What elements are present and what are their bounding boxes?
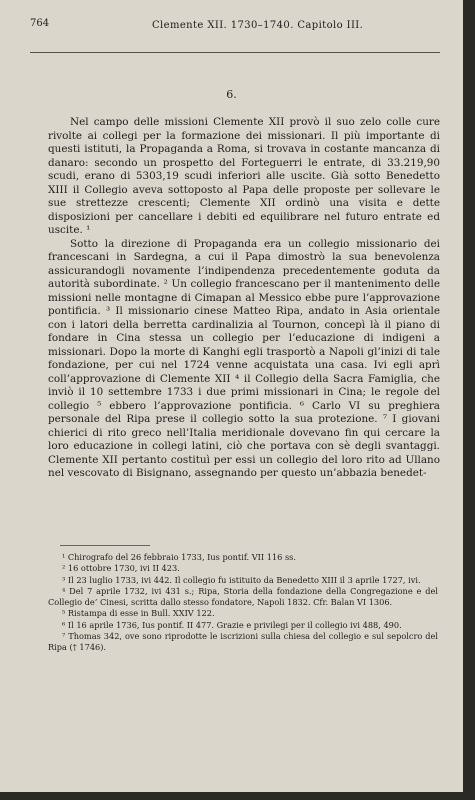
section-number: 6.: [226, 88, 237, 101]
footnote-divider: [60, 545, 150, 546]
footnote: ¹ Chirografo del 26 febbraio 1733, Ius pontif. VII 116 ss.: [62, 552, 296, 562]
page-header: [30, 16, 442, 34]
header-rule: [30, 52, 440, 53]
paragraph: Nel campo delle missioni Clemente XII provò il suo zelo colle cure rivolte ai collegi per la formazione dei missionari. Il più importante di questi istituti, la Propaganda a Roma, si trovava in costante mancanza di danaro: secondo un prospetto del Forteguerri le entrate, di 33.219,90 scudi, erano di 5303,19 scudi inferiori alle uscite. Già sotto Benedetto XIII il Collegio aveva sottoposto al Papa delle proposte per sollevare le sue strettezze crescenti; Clemente XII ordinò una visita e dette disposizioni per cancellare i debiti ed equilibrare nel futuro entrate ed uscite. ¹: [48, 116, 440, 236]
page-number: 764: [30, 18, 50, 29]
footnote: ³ Il 23 luglio 1733, ivi 442. Il collegio fu istituito da Benedetto XIII il 3 aprile 1727, ivi.: [62, 574, 421, 585]
paragraph: Sotto la direzione di Propaganda era un collegio missionario dei francescani in Sardegna, a cui il Papa dimostrò la sua benevolenza assicurandogli novamente l’indipendenza precedentemente goduta da autorità subordinate. ² Un collegio francescano per il mantenimento delle missioni nelle montagne di Cimapan al Messico ebbe pure l’approvazione pontificia. ³ Il missionario cinese Matteo Ripa, andato in Asia orientale con i latori della berretta cardinalizia al Tournon, concepì là il piano di fondare in Cina stessa un collegio per l’educazione di indigeni a missionari. Dopo la morte di Kanghi egli trasportò a Napoli gl’inizi di tale fondazione, per cui nel 1724 venne acquistata una casa. Ivi egli aprì coll’approvazione di Clemente XII ⁴ il Collegio della Sacra Famiglia, che inviò il 10 settembre 1733 i due primi missionari in Cina; le regole del collegio ⁵ ebbero l’approvazione pontificia. ⁶ Carlo VI su preghiera personale del Ripa prese il collegio sotto la sua protezione. ⁷ I giovani chierici di rito greco nell’Italia meridionale dovevano fin qui cercare la loro educazione in collegi latini, ciò che portava con sè degli svantaggi. Clemente XII pertanto costituì per essi un collegio del loro rito ad Ullano nel vescovato di Bisignano, assegnando per questo un’abbazia benedet-: [48, 237, 440, 479]
footnote: ⁵ Ristampa di esse in Bull. XXIV 122.: [62, 608, 215, 619]
body-text: [48, 116, 440, 481]
footnote: ⁷ Thomas 342, ove sono riprodotte le iscrizioni sulla chiesa del collegio e sul sepolcro del Ripa († 1746).: [48, 631, 438, 653]
footnote: ² 16 ottobre 1730, ivi II 423.: [62, 563, 180, 574]
running-head: Clemente XII. 1730–1740. Capitolo III.: [152, 20, 364, 31]
footnote: ⁴ Del 7 aprile 1732, ivi 431 s.; Ripa, Storia della fondazione della Congregazione e del Collegio de’ Cinesi, scritta dallo stesso fondatore, Napoli 1832. Cfr. Balan VI 1306.: [48, 585, 438, 608]
footnote: ⁶ Il 16 aprile 1736, Ius pontif. II 477. Grazie e privilegi per il collegio ivi 488, 490.: [62, 619, 402, 630]
footnotes: [48, 552, 438, 654]
